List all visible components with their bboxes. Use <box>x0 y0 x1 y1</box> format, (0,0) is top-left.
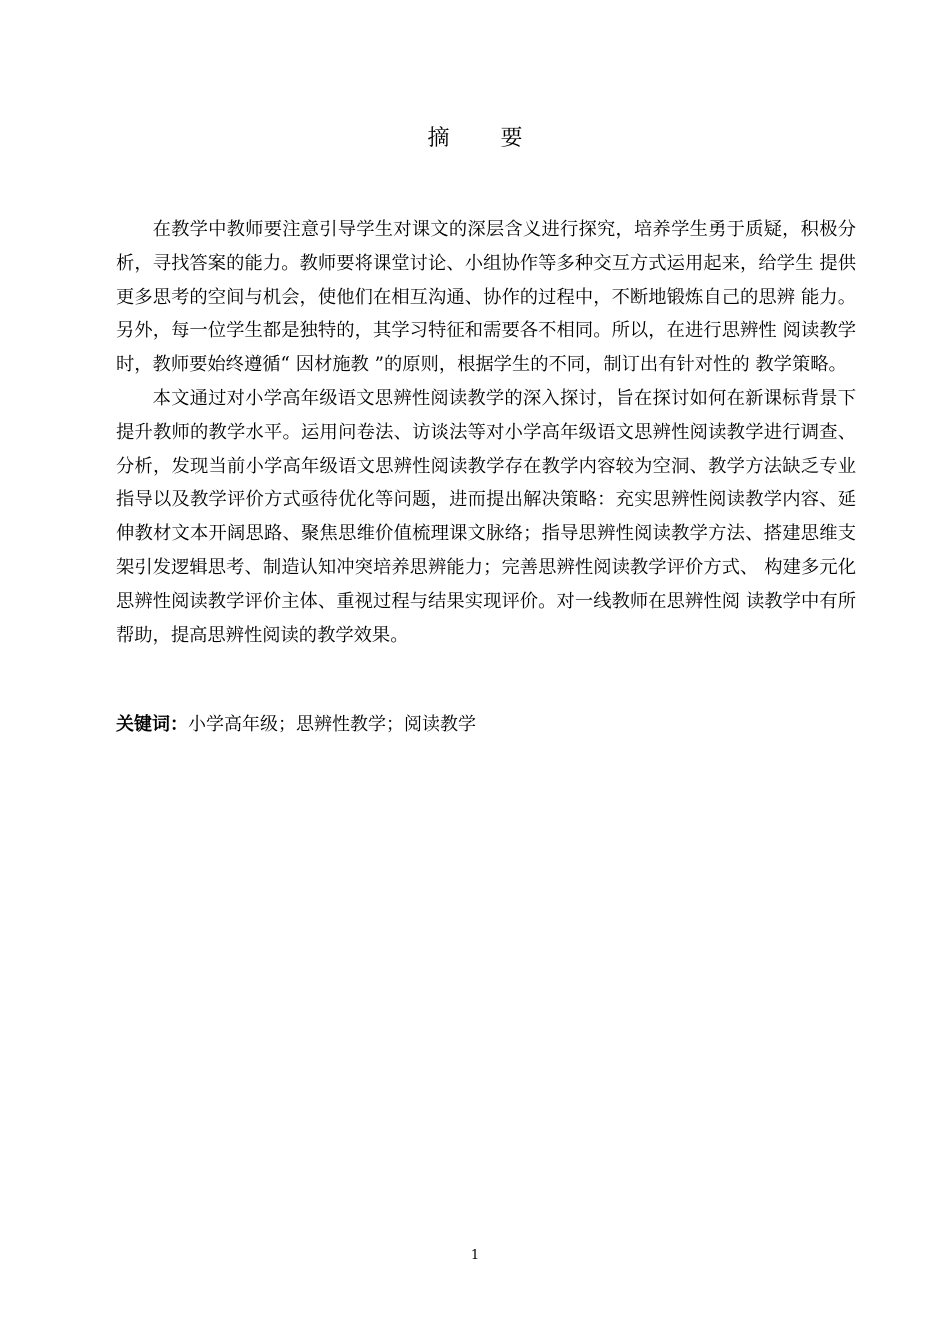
abstract-body <box>116 213 856 652</box>
page-title: 摘 要 <box>427 126 545 151</box>
abstract-paragraph-2: 本文通过对小学高年级语文思辨性阅读教学的深入探讨，旨在探讨如何在新课标背景下提升教师的教学水平。运用问卷法、访谈法等对小学高年级语文思辨性阅读教学进行调查、分析，发现当前小学高年级语文思辨性阅读教学存在教学内容较为空洞、教学方法缺乏专业指导以及教学评价方式亟待优化等问题，进而提出解决策略：充实思辨性阅读教学内容、延伸教材文本开阔思路、聚焦思维价值梳理课文脉络；指导思辨性阅读教学方法、搭建思维支架引发逻辑思考、制造认知冲突培养思辨能力；完善思辨性阅读教学评价方式、 构建多元化思辨性阅读教学评价主体、重视过程与结果实现评价。对一线教师在思辨性阅 读教学中有所帮助，提高思辨性阅读的教学效果。 <box>116 387 856 646</box>
abstract-paragraph-1: 在教学中教师要注意引导学生对课文的深层含义进行探究，培养学生勇于质疑，积极分析，寻找答案的能力。教师要将课堂讨论、小组协作等多种交互方式运用起来，给学生 提供更多思考的空间与机会，使他们在相互沟通、协作的过程中，不断地锻炼自己的思辨 能力。另外，每一位学生都是独特的，其学习特征和需要各不相同。所以，在进行思辨性 阅读教学时，教师要始终遵循“ 因材施教 ”的原则，根据学生的不同，制订出有针对性的 教学策略。 <box>116 219 856 376</box>
page-number: 1 <box>470 1248 480 1263</box>
keywords-line <box>116 709 856 741</box>
keywords-label: 关键词： <box>116 714 188 735</box>
keywords-value: 小学高年级；思辨性教学；阅读教学 <box>188 714 476 735</box>
